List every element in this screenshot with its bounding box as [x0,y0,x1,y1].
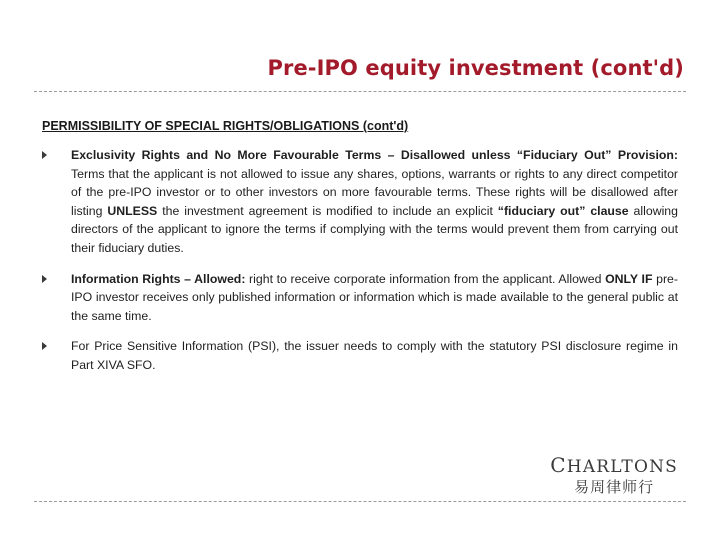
arrow-bullet-icon [42,275,47,283]
logo-wordmark [550,455,678,477]
arrow-bullet-icon [42,342,47,350]
charltons-logo [550,455,678,497]
page-title: Pre-IPO equity investment (cont'd) [267,56,684,80]
bullet-text: pre-IPO investor receives only published information or information which is made available to the general public at the same time. [71,271,678,323]
arrow-bullet-icon [42,151,47,159]
bullet-price-sensitive-information [42,337,678,374]
bullet-text: Terms that the applicant is not allowed to issue any shares, options, warrants or rights to any direct competitor of the pre-IPO investor or to other investors on more favourable terms. These rights will be disallowed after listing [71,166,678,218]
logo-initial: C [550,453,567,477]
bullet-text: the investment agreement is modified to include an explicit [157,203,498,218]
bottom-divider [34,501,686,502]
bullet-text: For Price Sensitive Information (PSI), the issuer needs to comply with the statutory PSI disclosure regime in Part XIVA SFO. [71,339,678,372]
bullet-emphasis: UNLESS [107,203,158,218]
logo-chinese-name: 易周律师行 [574,478,655,496]
bullet-lead: Information Rights – Allowed: [71,271,246,286]
bullet-lead: Exclusivity Rights and No More Favourable Terms – Disallowed unless “Fiduciary Out” Provision: [71,148,678,162]
section-heading: PERMISSIBILITY OF SPECIAL RIGHTS/OBLIGATIONS (cont'd) [42,119,409,133]
bullet-emphasis: ONLY IF [605,271,653,286]
bullet-list [42,146,678,387]
logo-rest: HARLTONS [566,457,678,477]
bullet-exclusivity-rights [42,146,678,258]
bullet-information-rights [42,270,678,326]
bullet-text: right to receive corporate information from the applicant. Allowed [245,271,606,286]
bullet-emphasis: “fiduciary out” clause [497,203,629,218]
bullet-text: allowing directors of the applicant to ignore the terms if complying with the terms would prevent them from carrying out their fiduciary duties. [71,203,678,255]
top-divider [34,91,686,92]
